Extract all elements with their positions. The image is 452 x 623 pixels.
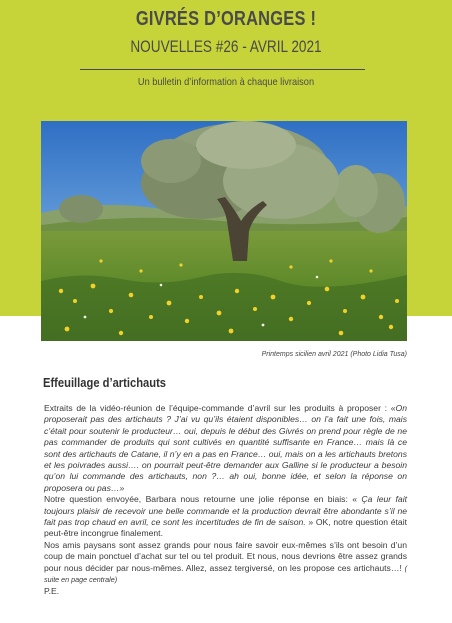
article-body bbox=[44, 403, 407, 597]
tagline: Un bulletin d’information à chaque livraison bbox=[137, 76, 315, 88]
paragraph-2-intro: Notre question envoyée, Barbara nous retourne une jolie réponse en biais: « bbox=[44, 494, 362, 505]
paragraph-1-intro: Extraits de la vidéo-réunion de l’équipe-commande d’avril sur les produits à proposer : « bbox=[44, 403, 396, 413]
divider bbox=[80, 69, 365, 70]
paragraph-2-end: » OK, notre question était peut-être incongrue finalement. bbox=[44, 517, 408, 539]
paragraph-3-text: Nos amis paysans sont assez grands pour nous faire savoir eux-mêmes s’ils ont besoin d’un coup de main ponctuel d’achat sur tel ou tel produit. Et nous, nous devrions être assez grands pour nous décider par nous-mêmes. Allez, assez tergiversé, on les propose ces artichauts…! bbox=[44, 539, 407, 573]
newsletter-title: GIVRÉS D’ORANGES ! bbox=[135, 8, 317, 30]
paragraph-3 bbox=[44, 540, 407, 586]
photo-caption: Printemps sicilien avril 2021 (Photo Lidia Tusa) bbox=[261, 351, 407, 358]
paragraph-2 bbox=[44, 494, 407, 540]
issue-subtitle: NOUVELLES #26 - AVRIL 2021 bbox=[130, 37, 322, 56]
signature: P.E. bbox=[44, 585, 60, 596]
paragraph-2-quote: Ça leur fait toujours plaisir de recevoir une belle commande et la production devrait être abondante s’il ne fait pas trop chaud en avril, ce sont les incertitudes de fin de saison. bbox=[44, 494, 407, 528]
article-heading: Effeuillage d’artichauts bbox=[43, 375, 167, 390]
spring-photo bbox=[41, 121, 407, 341]
continued-note: ( suite en page centrale) bbox=[44, 563, 407, 585]
paragraph-1-quote: On proposerait pas des artichauts ? J’ai vu qu’ils étaient disponibles… on l’a fait une fois, mais c’était pour soutenir le producteur… oui, depuis le début des Givrés on prend pour règle de ne pas commander de produits qui sont cultivés en quantité suffisante en France… mais là ce sont des artichauts de Catane, il n’y en a pas en France… oui, mais on a les artichauts bretons et les poivrades aussi…. on pourrait peut-être demander aux Galline si le producteur a besoin qu’on lui commande des artichauts, non ?… ah oui, bonne idée, et selon la réponse on proposera ou pas…» bbox=[44, 403, 407, 493]
paragraph-1 bbox=[44, 403, 407, 494]
